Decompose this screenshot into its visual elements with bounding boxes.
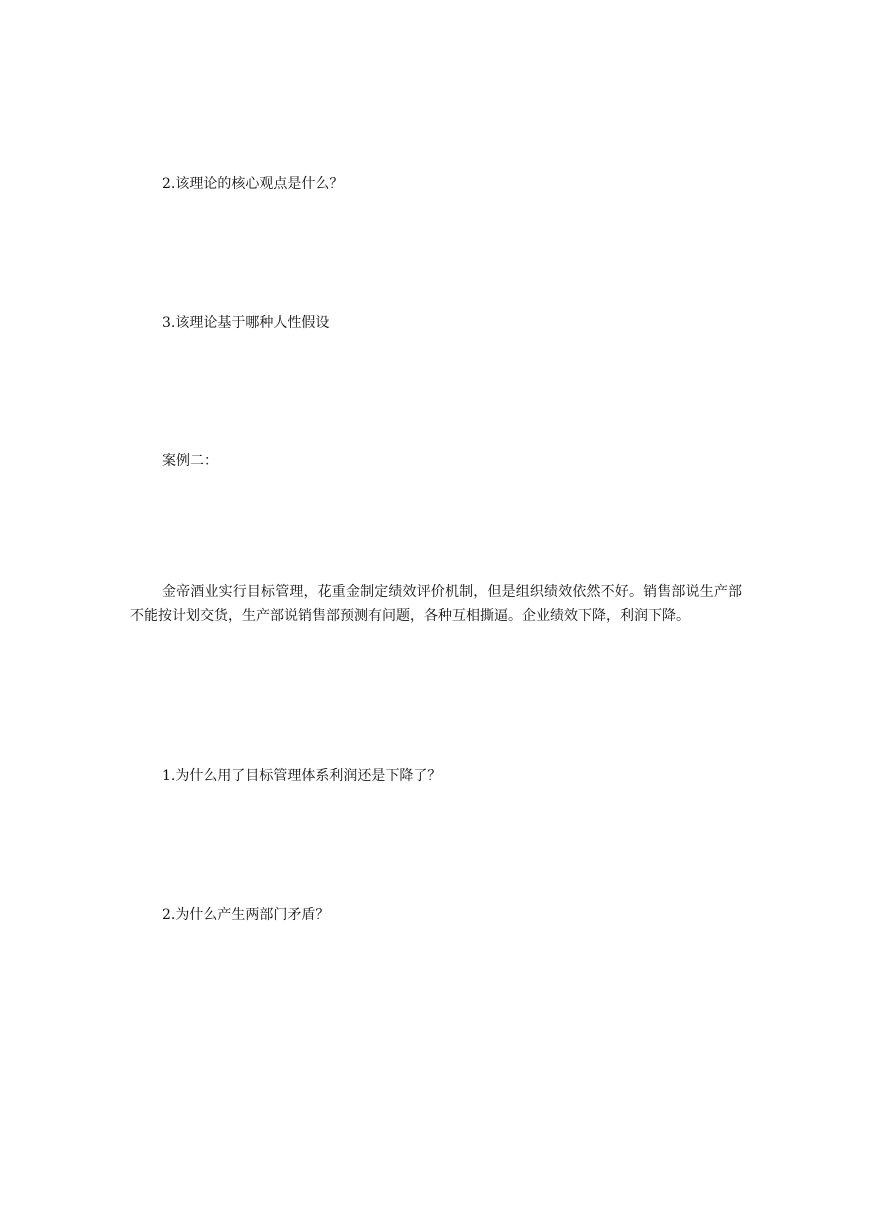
case-two-heading: 案例二： (162, 453, 218, 469)
case-question-1: 1.为什么用了目标管理体系利润还是下降了？ (162, 768, 442, 784)
question-3: 3.该理论基于哪种人性假设 (162, 315, 330, 331)
question-2: 2.该理论的核心观点是什么？ (162, 176, 344, 192)
case-question-2: 2.为什么产生两部门矛盾？ (162, 907, 330, 923)
case-two-description: 金帝酒业实行目标管理，花重金制定绩效评价机制，但是组织绩效依然不好。销售部说生产部不能按计划交货，生产部说销售部预测有问题，各种互相撕逼。企业绩效下降，利润下降。 (130, 584, 742, 624)
